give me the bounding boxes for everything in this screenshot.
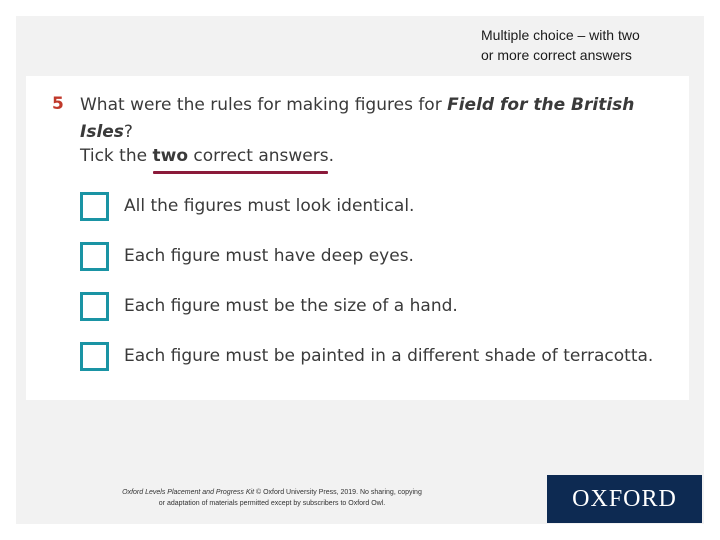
instruction-underline: [153, 171, 328, 174]
book-title: Field for the British Isles: [80, 95, 635, 142]
checkbox-option-2[interactable]: [80, 242, 109, 271]
option-2-label: Each figure must have deep eyes.: [124, 246, 414, 266]
kit-title: Oxford Levels Placement and Progress Kit: [122, 489, 255, 496]
option-3-label: Each figure must be the size of a hand.: [124, 296, 458, 316]
answer-option-4[interactable]: [80, 342, 680, 376]
question-text-end: ?: [123, 122, 133, 142]
question-text-start: What were the rules for making figures for: [80, 95, 448, 115]
instruction-end: correct answers.: [188, 146, 334, 166]
instruction-start: Tick the: [80, 146, 153, 166]
question-number: 5: [52, 94, 64, 114]
answer-option-2[interactable]: [80, 242, 680, 276]
copyright-line-2: or adaptation of materials permitted except by subscribers to Oxford Owl.: [158, 500, 386, 507]
oxford-logo: [547, 475, 702, 523]
oxford-logo-text: OXFORD: [572, 485, 677, 512]
question-type-line-2: or more correct answers: [481, 47, 632, 63]
copyright-text: © Oxford University Press, 2019. No sharing, copying: [254, 489, 422, 496]
checkbox-option-1[interactable]: [80, 192, 109, 221]
copyright-line-1: [92, 487, 452, 498]
instruction-count: two: [152, 146, 188, 166]
answer-option-1[interactable]: [80, 192, 680, 226]
checkbox-option-4[interactable]: [80, 342, 109, 371]
checkbox-option-3[interactable]: [80, 292, 109, 321]
question-type-line-1: Multiple choice – with two: [481, 27, 640, 43]
option-1-label: All the figures must look identical.: [124, 196, 415, 216]
question-text: [80, 92, 640, 146]
copyright-notice: [92, 487, 452, 509]
instruction-text: [80, 146, 334, 166]
option-4-label: Each figure must be painted in a different shade of terracotta.: [124, 346, 654, 366]
question-type-note: [481, 25, 711, 65]
answer-option-3[interactable]: [80, 292, 680, 326]
